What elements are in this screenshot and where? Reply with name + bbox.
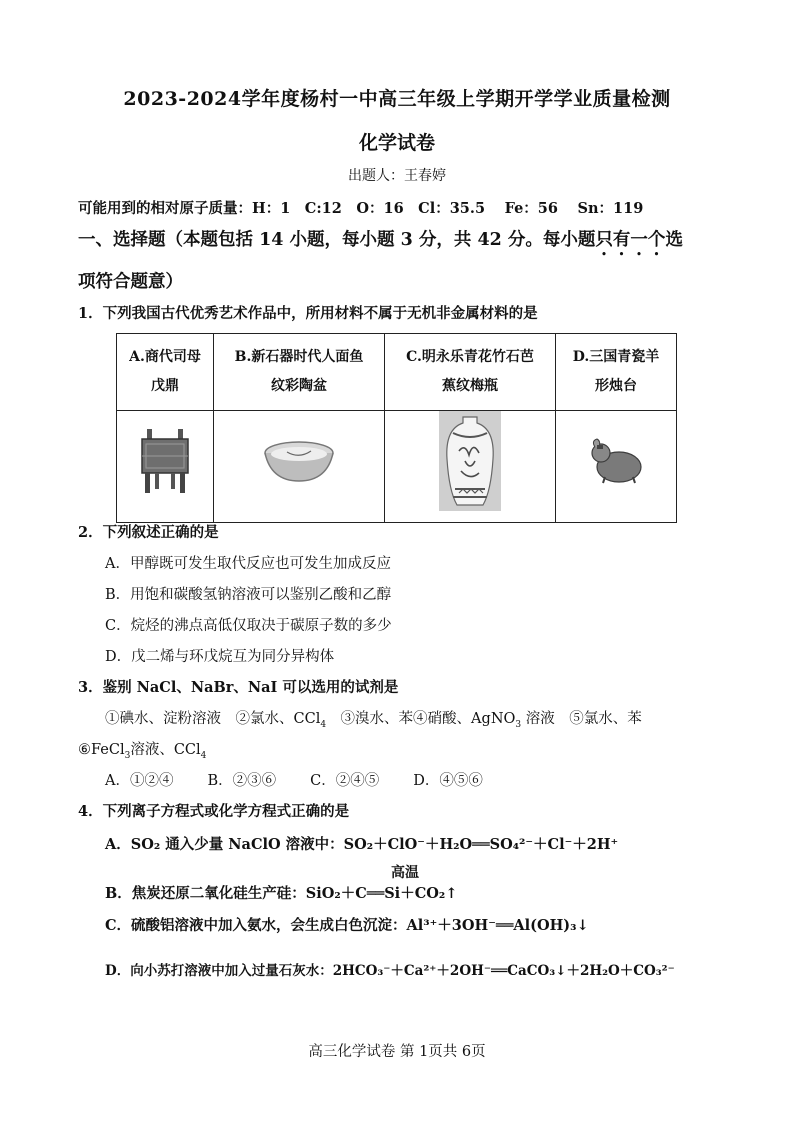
celadon-sheep-image (556, 411, 677, 523)
exam-subtitle: 化学试卷 (358, 132, 435, 154)
section-heading-line2: 项符合题意） (78, 272, 183, 292)
q4-option-c: C．硫酸铝溶液中加入氨水，会生成白色沉淀：Al³⁺＋3OH⁻══Al(OH)₃↓ (105, 917, 589, 934)
atomic-masses: 可能用到的相对原子质量：H：1 C:12 O：16 Cl：35.5 Fe：56 Sn：119 (78, 200, 644, 217)
q2-option-a: A．甲醇既可发生取代反应也可发生加成反应 (105, 556, 391, 572)
q1-option-a-line1: A.商代司母 (129, 349, 201, 365)
q1-option-b-line1: B.新石器时代人面鱼 (234, 349, 364, 365)
q3-reagents-text: 溶液、CCl (130, 742, 201, 758)
q3-reagents-text: ①碘水、淀粉溶液 ②氯水、CCl (105, 711, 321, 727)
q3-subscript: 3 (515, 719, 522, 730)
q3-reagents-line1 (105, 707, 642, 730)
q3-option-d: D．④⑤⑥ (413, 773, 483, 789)
q1-option-d-line1: D.三国青瓷羊 (572, 349, 660, 365)
q3-option-c: C．②④⑤ (310, 773, 380, 789)
pottery-basin-image (214, 411, 385, 523)
q1-options-table (116, 333, 677, 523)
q1-option-d (556, 334, 677, 411)
exam-author: 出题人：王春婷 (348, 168, 446, 184)
section-heading-tail: 选 (665, 230, 683, 250)
q1-option-c (385, 334, 556, 411)
q3-reagents-line2 (78, 738, 206, 761)
q1-option-b-line2: 纹彩陶盆 (271, 378, 327, 394)
q1-stem: 1．下列我国古代优秀艺术作品中，所用材料不属于无机非金属材料的是 (78, 305, 538, 322)
q1-option-c-line2: 蕉纹梅瓶 (442, 378, 498, 394)
bronze-ding-icon (137, 427, 193, 495)
exam-title: 2023-2024学年度杨村一中高三年级上学期开学学业质量检测 (123, 88, 671, 110)
q1-option-c-line1: C.明永乐青花竹石芭 (406, 349, 534, 365)
q3-subscript: 4 (200, 750, 207, 761)
q1-option-a-line2: 戊鼎 (151, 378, 179, 394)
q3-subscript: 3 (124, 750, 131, 761)
q4-option-a: A．SO₂ 通入少量 NaClO 溶液中：SO₂＋ClO⁻＋H₂O══SO₄²⁻＋Cl⁻＋2H⁺ (105, 836, 619, 853)
q3-reagents-text: ⑥FeCl (78, 742, 125, 758)
q4-option-b: B．焦炭还原二氧化硅生产硅：SiO₂＋C══Si＋CO₂↑ (105, 885, 458, 902)
q3-option-a: A．①②④ (105, 773, 174, 789)
q1-option-d-line2: 形烛台 (595, 378, 637, 394)
q2-stem: 2．下列叙述正确的是 (78, 524, 219, 541)
q3-stem: 3．鉴别 NaCl、NaBr、NaI 可以选用的试剂是 (78, 679, 399, 696)
page-footer: 高三化学试卷 第 1页共 6页 (308, 1044, 486, 1060)
pottery-basin-icon (261, 437, 337, 485)
q3-reagents-text: ③溴水、苯④硝酸、AgNO (326, 711, 516, 727)
q3-option-b: B．②③⑥ (207, 773, 277, 789)
q3-reagents-text: 溶液 ⑤氯水、苯 (521, 711, 642, 727)
q3-options (105, 769, 517, 790)
q2-option-b: B．用饱和碳酸氢钠溶液可以鉴别乙酸和乙醇 (105, 587, 392, 603)
q2-option-d: D．戊二烯与环戊烷互为同分异构体 (105, 649, 335, 665)
q1-option-a (117, 334, 214, 411)
q1-option-b (214, 334, 385, 411)
porcelain-vase-icon (439, 411, 501, 511)
q4-reaction-condition: 高温 (391, 865, 419, 881)
q4-option-d: D．向小苏打溶液中加入过量石灰水：2HCO₃⁻＋Ca²⁺＋2OH⁻══CaCO₃↓＋2H₂O＋CO₃²⁻ (105, 963, 675, 979)
porcelain-vase-image (385, 411, 556, 523)
bronze-ding-image (117, 411, 214, 523)
celadon-sheep-icon (587, 435, 645, 487)
q4-stem: 4．下列离子方程式或化学方程式正确的是 (78, 803, 350, 820)
section-heading-emphasis: 只有一个 (595, 230, 666, 250)
q2-option-c: C．烷烃的沸点高低仅取决于碳原子数的多少 (105, 618, 392, 634)
section-heading-text: 一、选择题（本题包括 14 小题，每小题 3 分，共 42 分。每小题 (78, 230, 596, 250)
q3-subscript: 4 (320, 719, 327, 730)
section-heading (78, 226, 683, 260)
